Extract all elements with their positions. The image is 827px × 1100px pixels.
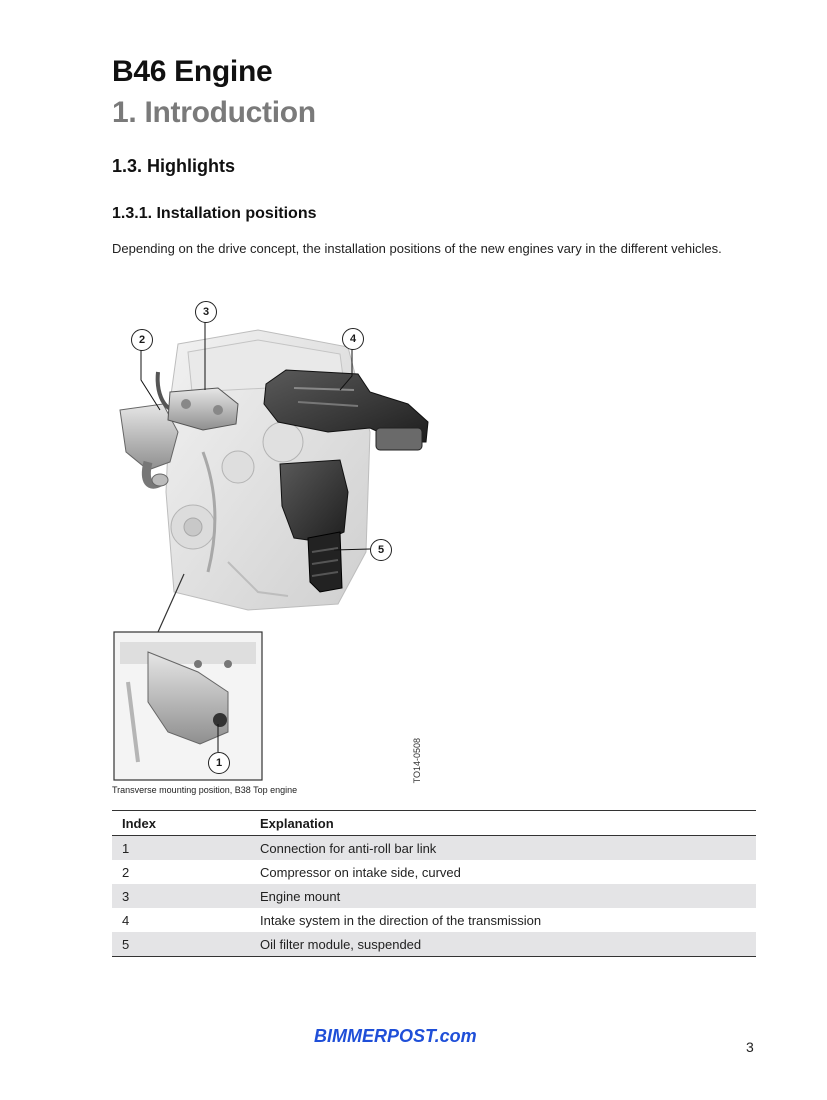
table-row: [112, 884, 756, 908]
table-row: [112, 860, 756, 884]
table-row: [112, 908, 756, 932]
chapter-heading: 1. Introduction: [112, 96, 316, 129]
table-header-row: [112, 811, 756, 836]
row-explanation: Connection for anti-roll bar link: [250, 836, 756, 861]
callout-1: 1: [208, 752, 230, 774]
section-heading: 1.3. Highlights: [112, 156, 236, 176]
figure-id: TO14-0508: [412, 738, 422, 784]
row-explanation: Engine mount: [250, 884, 756, 908]
column-header-explanation: Explanation: [250, 811, 756, 836]
callout-5: 5: [370, 539, 392, 561]
row-index: 1: [112, 836, 250, 861]
document-title: B46 Engine: [112, 55, 273, 88]
index-table: [112, 810, 756, 957]
engine-illustration: [108, 292, 448, 792]
table-row: [112, 932, 756, 957]
callout-4: 4: [342, 328, 364, 350]
inset-detail: [114, 632, 262, 780]
row-index: 3: [112, 884, 250, 908]
row-index: 2: [122, 864, 130, 880]
subsection-heading: 1.3.1. Installation positions: [112, 205, 317, 222]
footer-brand-link[interactable]: BIMMERPOST.com: [314, 1026, 477, 1046]
callout-2: 2: [131, 329, 153, 351]
table-row: [112, 836, 756, 861]
intro-paragraph: Depending on the drive concept, the installation positions of the new engines vary in the different vehicles.: [112, 241, 722, 256]
row-explanation: Oil filter module, suspended: [250, 932, 756, 957]
row-index: 5: [112, 932, 250, 957]
row-explanation: Intake system in the direction of the transmission: [260, 912, 542, 928]
callout-3: 3: [195, 301, 217, 323]
page-number: 3: [746, 1039, 754, 1055]
figure-caption: Transverse mounting position, B38 Top engine: [112, 785, 298, 795]
column-header-index: Index: [112, 811, 250, 836]
row-explanation: Compressor on intake side, curved: [260, 864, 461, 880]
row-index: 4: [122, 912, 130, 928]
